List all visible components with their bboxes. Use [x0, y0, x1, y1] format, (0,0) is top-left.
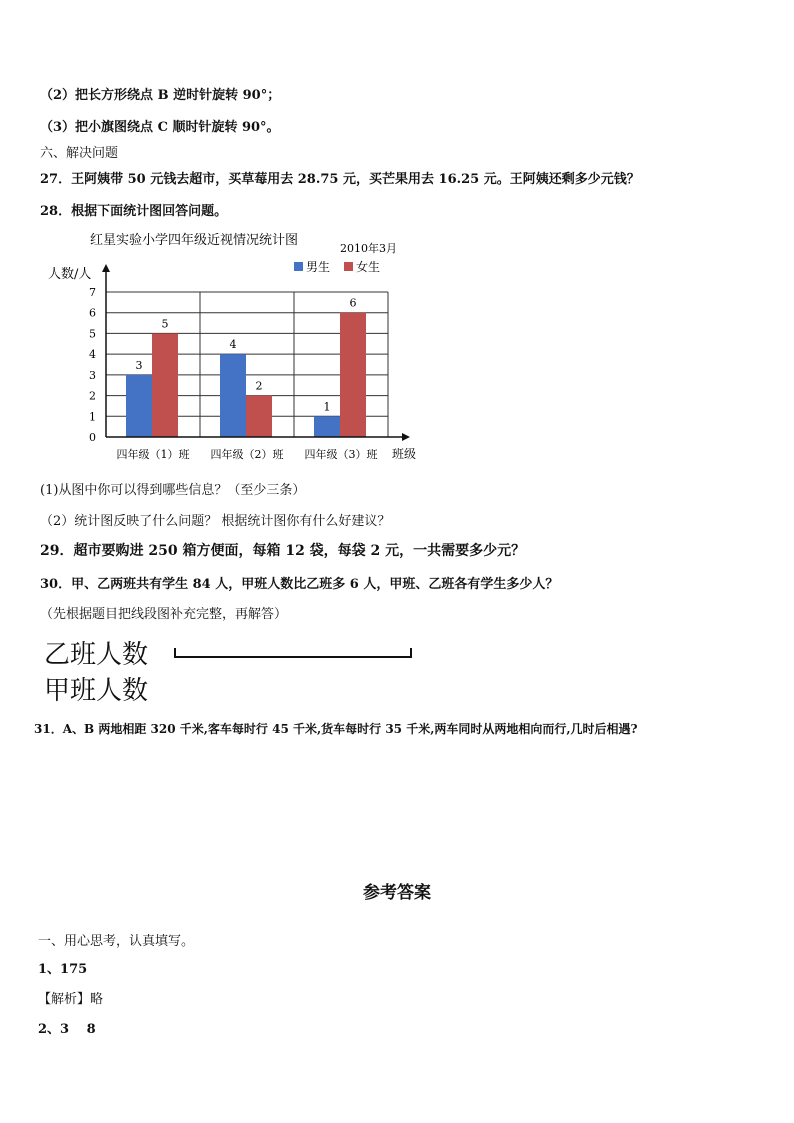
bar-value-label: 2 — [255, 379, 263, 393]
question-30-note: （先根据题目把线段图补充完整，再解答） — [40, 607, 288, 622]
legend-label-女生: 女生 — [356, 260, 381, 274]
chart-subtitle: 2010年3月 — [340, 242, 397, 255]
bar-value-label: 4 — [229, 338, 237, 352]
segment-diagram-class-b — [174, 648, 412, 658]
y-tick-label: 3 — [89, 368, 96, 382]
y-tick-label: 2 — [89, 389, 96, 403]
question-30: 30．甲、乙两班共有学生 84 人，甲班人数比乙班多 6 人，甲班、乙班各有学生多少人？ — [40, 577, 559, 592]
x-tick-label: 四年级（2）班 — [210, 448, 284, 461]
y-tick-label: 7 — [89, 286, 96, 299]
chart-legend — [294, 259, 380, 274]
question-2-rotate-rectangle: （2）把长方形绕点 B 逆时针旋转 90°； — [40, 88, 281, 103]
bar-男生 — [126, 375, 152, 437]
bar-value-label: 3 — [135, 358, 143, 372]
segment-label-class-b: 乙班人数 — [44, 640, 149, 670]
bar-女生 — [340, 313, 366, 437]
chart-title: 红星实验小学四年级近视情况统计图 — [90, 233, 299, 248]
chart-x-axis-label: 班级 — [392, 447, 417, 461]
bar-value-label: 6 — [349, 296, 357, 310]
question-28-part-1: (1)从图中你可以得到哪些信息？（至少三条） — [40, 483, 306, 498]
myopia-bar-chart — [40, 226, 440, 470]
question-29: 29．超市要购进 250 箱方便面，每箱 12 袋，每袋 2 元，一共需要多少元？ — [40, 543, 526, 559]
answer-2: 2、3 8 — [38, 1022, 96, 1037]
bar-男生 — [314, 416, 340, 437]
bar-男生 — [220, 354, 246, 437]
y-tick-label: 1 — [89, 410, 96, 424]
y-tick-label: 0 — [89, 431, 96, 444]
question-28-part-2: （2）统计图反映了什么问题？ 根据统计图你有什么好建议？ — [40, 514, 391, 529]
question-3-rotate-flag: （3）把小旗图绕点 C 顺时针旋转 90°。 — [40, 120, 280, 135]
answers-title: 参考答案 — [363, 883, 431, 903]
question-27: 27．王阿姨带 50 元钱去超市，买草莓用去 28.75 元，买芒果用去 16.25 元。王阿姨还剩多少元钱？ — [40, 172, 640, 187]
y-tick-label: 6 — [89, 306, 96, 320]
bar-value-label: 5 — [161, 317, 169, 331]
bar-女生 — [246, 396, 272, 437]
legend-label-男生: 男生 — [306, 260, 331, 274]
legend-swatch-女生 — [344, 262, 353, 271]
question-31: 31．A、B 两地相距 320 千米,客车每时行 45 千米,货车每时行 35 千米,两车同时从两地相向而行,几时后相遇? — [34, 722, 638, 736]
y-tick-label: 4 — [89, 348, 96, 362]
answers-section-1: 一、用心思考，认真填写。 — [38, 934, 195, 949]
answer-1: 1、175 — [38, 962, 88, 977]
bar-女生 — [152, 333, 178, 437]
bar-value-label: 1 — [323, 400, 331, 414]
chart-y-axis-label: 人数/人 — [48, 267, 92, 282]
legend-swatch-男生 — [294, 262, 303, 271]
x-axis-arrow — [402, 433, 410, 441]
question-28: 28．根据下面统计图回答问题。 — [40, 204, 228, 219]
y-axis-arrow — [102, 264, 110, 272]
x-tick-label: 四年级（3）班 — [304, 448, 378, 461]
answer-1-analysis: 【解析】略 — [38, 992, 104, 1007]
y-tick-label: 5 — [89, 327, 96, 341]
x-tick-label: 四年级（1）班 — [116, 448, 190, 461]
segment-label-class-a: 甲班人数 — [44, 676, 149, 706]
section-6-heading: 六、解决问题 — [40, 146, 119, 161]
